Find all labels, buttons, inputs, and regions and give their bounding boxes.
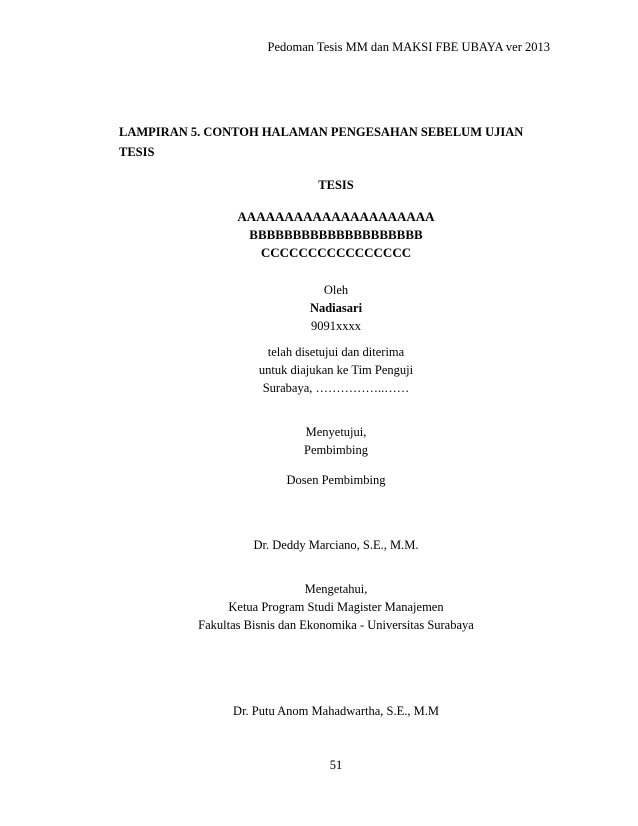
position-line-1: Ketua Program Studi Magister Manajemen: [228, 600, 444, 614]
approval-line-3: Surabaya, ……………..……: [262, 381, 410, 395]
supervisor-title: Dosen Pembimbing: [286, 473, 386, 487]
head-of-program-name: Dr. Putu Anom Mahadwartha, S.E., M.M: [233, 704, 439, 718]
supervisor-header: [0, 423, 638, 459]
approval-line-1: telah disetujui dan diterima: [267, 345, 405, 359]
acknowledged-block: [0, 580, 638, 634]
agreed-label: Menyetujui,: [305, 425, 367, 439]
page-number: 51: [329, 758, 343, 772]
document-type: TESIS: [318, 178, 354, 192]
supervisor-name: Dr. Deddy Marciano, S.E., M.M.: [253, 538, 419, 552]
thesis-title-line-2: BBBBBBBBBBBBBBBBBBBB: [249, 227, 423, 242]
position-line-2: Fakultas Bisnis dan Ekonomika - Universitas Surabaya: [198, 618, 474, 632]
appendix-title: LAMPIRAN 5. CONTOH HALAMAN PENGESAHAN SEBELUM UJIAN TESIS: [119, 125, 524, 159]
thesis-title-line-3: CCCCCCCCCCCCCCCC: [260, 245, 412, 260]
author-name: Nadiasari: [309, 301, 363, 315]
thesis-title: [0, 208, 638, 262]
supervisor-role: Pembimbing: [304, 443, 368, 457]
approval-line-2: untuk diajukan ke Tim Penguji: [258, 363, 414, 377]
page-header: Pedoman Tesis MM dan MAKSI FBE UBAYA ver 2013: [267, 40, 550, 54]
author-block: [0, 281, 638, 335]
student-id: 9091xxxx: [311, 319, 361, 333]
thesis-title-line-1: AAAAAAAAAAAAAAAAAAAAA: [237, 209, 435, 224]
approval-block: [0, 343, 638, 397]
acknowledged-label: Mengetahui,: [304, 582, 368, 596]
by-label: Oleh: [323, 283, 349, 297]
